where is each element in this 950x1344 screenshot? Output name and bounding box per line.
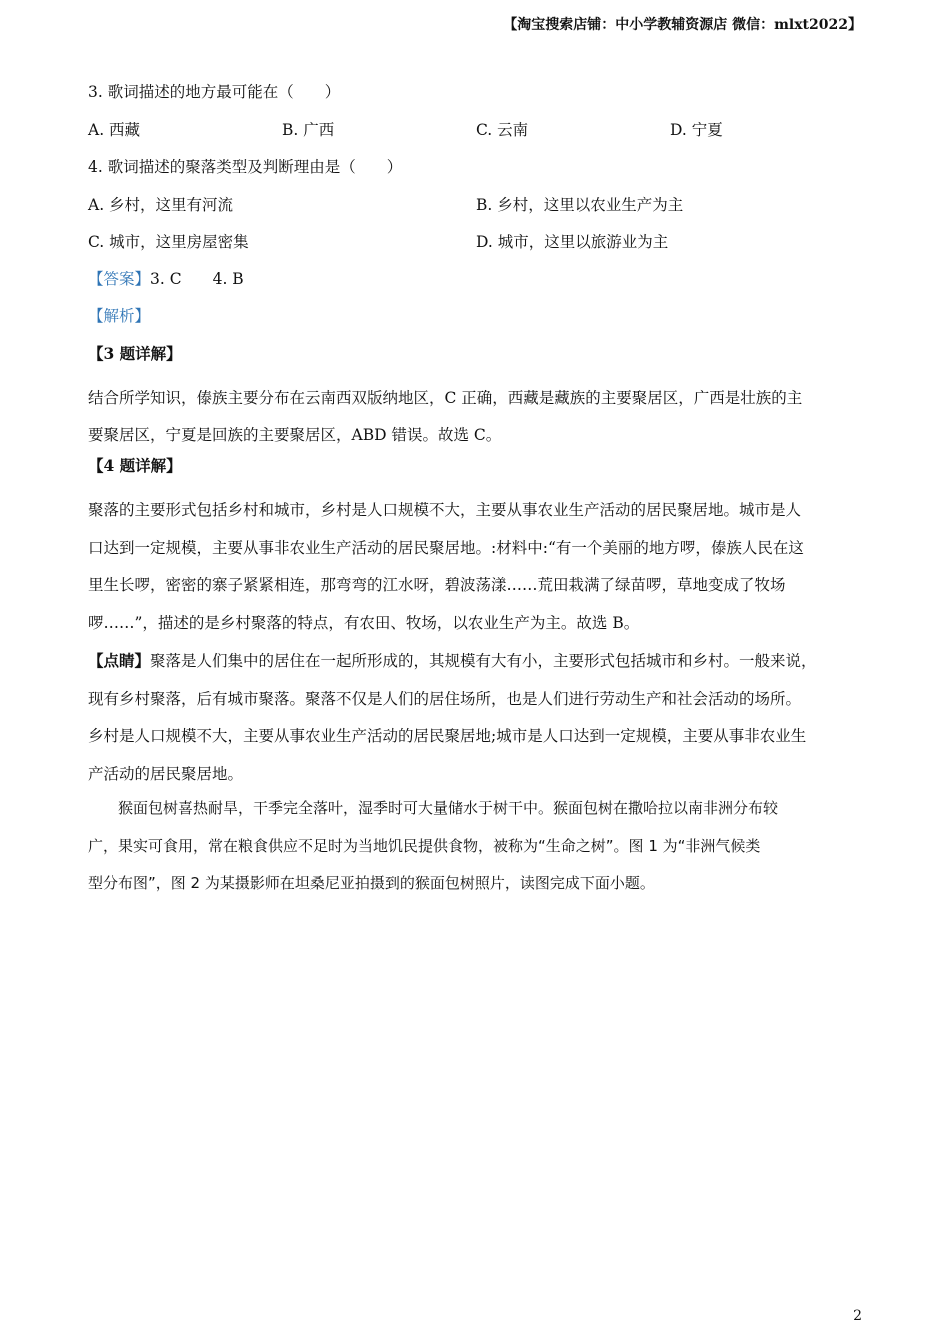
material-line: 猴面包树喜热耐旱，干季完全落叶，湿季时可大量储水于树干中。猴面包树在撒哈拉以南非洲分布较 [88, 799, 779, 817]
detail-4-line: 啰……”，描述的是乡村聚落的特点，有农田、牧场，以农业生产为主。故选 B。 [88, 613, 640, 632]
material-line: 广，果实可食用，常在粮食供应不足时为当地饥民提供食物，被称为“生命之树”。图 1 为“非洲气候类 [88, 836, 761, 855]
material-line: 型分布图”，图 2 为某摄影师在坦桑尼亚拍摄到的猴面包树照片，读图完成下面小题。 [88, 874, 655, 892]
detail-4-line: 口达到一定规模，主要从事非农业生产活动的居民聚居地。:材料中:“有一个美丽的地方啰，傣族人民在这 [88, 538, 804, 557]
pointer-line: 乡村是人口规模不大，主要从事农业生产活动的居民聚居地;城市是人口达到一定规模，主要从事非农业生 [88, 727, 807, 745]
page-number: 2 [853, 1308, 862, 1324]
q4-option-d: D. 城市，这里以旅游业为主 [476, 233, 669, 251]
q3-option-a: A. 西藏 [88, 121, 141, 139]
detail-4-line: 聚落的主要形式包括乡村和城市，乡村是人口规模不大，主要从事农业生产活动的居民聚居地。城市是人 [88, 501, 802, 519]
answer-text: 3. C 4. B [150, 270, 244, 288]
analysis-tag: 【解析】 [88, 307, 151, 325]
detail-4-text [88, 492, 868, 642]
pointer-tag: 【点睛】 [88, 651, 151, 670]
q4-option-b: B. 乡村，这里以农业生产为主 [476, 196, 684, 214]
pointer-line: 产活动的居民聚居地。 [88, 764, 244, 783]
detail-3-line: 结合所学知识，傣族主要分布在云南西双版纳地区，C 正确，西藏是藏族的主要聚居区，广西是壮族的主 [88, 389, 803, 407]
detail-3-line: 要聚居区，宁夏是回族的主要聚居区，ABD 错误。故选 C。 [88, 426, 502, 444]
q4-option-c: C. 城市，这里房屋密集 [88, 233, 249, 251]
answer-line [88, 269, 244, 289]
detail-4-tag: 【4 题详解】 [88, 456, 182, 475]
material-text [88, 790, 868, 903]
pointer-first-line: 聚落是人们集中的居住在一起所形成的，其规模有大有小，主要形式包括城市和乡村。一般来说， [150, 652, 817, 670]
q3-option-c: C. 云南 [476, 121, 529, 139]
question-4-stem: 4. 歌词描述的聚落类型及判断理由是（ ） [88, 158, 403, 176]
pointer-line: 现有乡村聚落，后有城市聚落。聚落不仅是人们的居住场所，也是人们进行劳动生产和社会活动的场所。 [88, 689, 802, 708]
detail-3-tag: 【3 题详解】 [88, 344, 182, 363]
q3-option-d: D. 宁夏 [670, 121, 723, 139]
q4-option-a: A. 乡村，这里有河流 [88, 196, 234, 214]
pointer-line [88, 642, 868, 681]
detail-3-text [88, 380, 868, 454]
q3-option-b: B. 广西 [282, 121, 335, 139]
question-3-stem: 3. 歌词描述的地方最可能在（ ） [88, 83, 341, 101]
detail-4-line: 里生长啰，密密的寨子紧紧相连，那弯弯的江水呀，碧波荡漾……荒田栽满了绿苗啰，草地变成了牧场 [88, 576, 786, 594]
header-note: 【淘宝搜索店铺：中小学教辅资源店 微信：mlxt2022】 [503, 17, 862, 33]
answer-tag: 【答案】 [88, 270, 151, 288]
pointer-text [88, 642, 868, 793]
